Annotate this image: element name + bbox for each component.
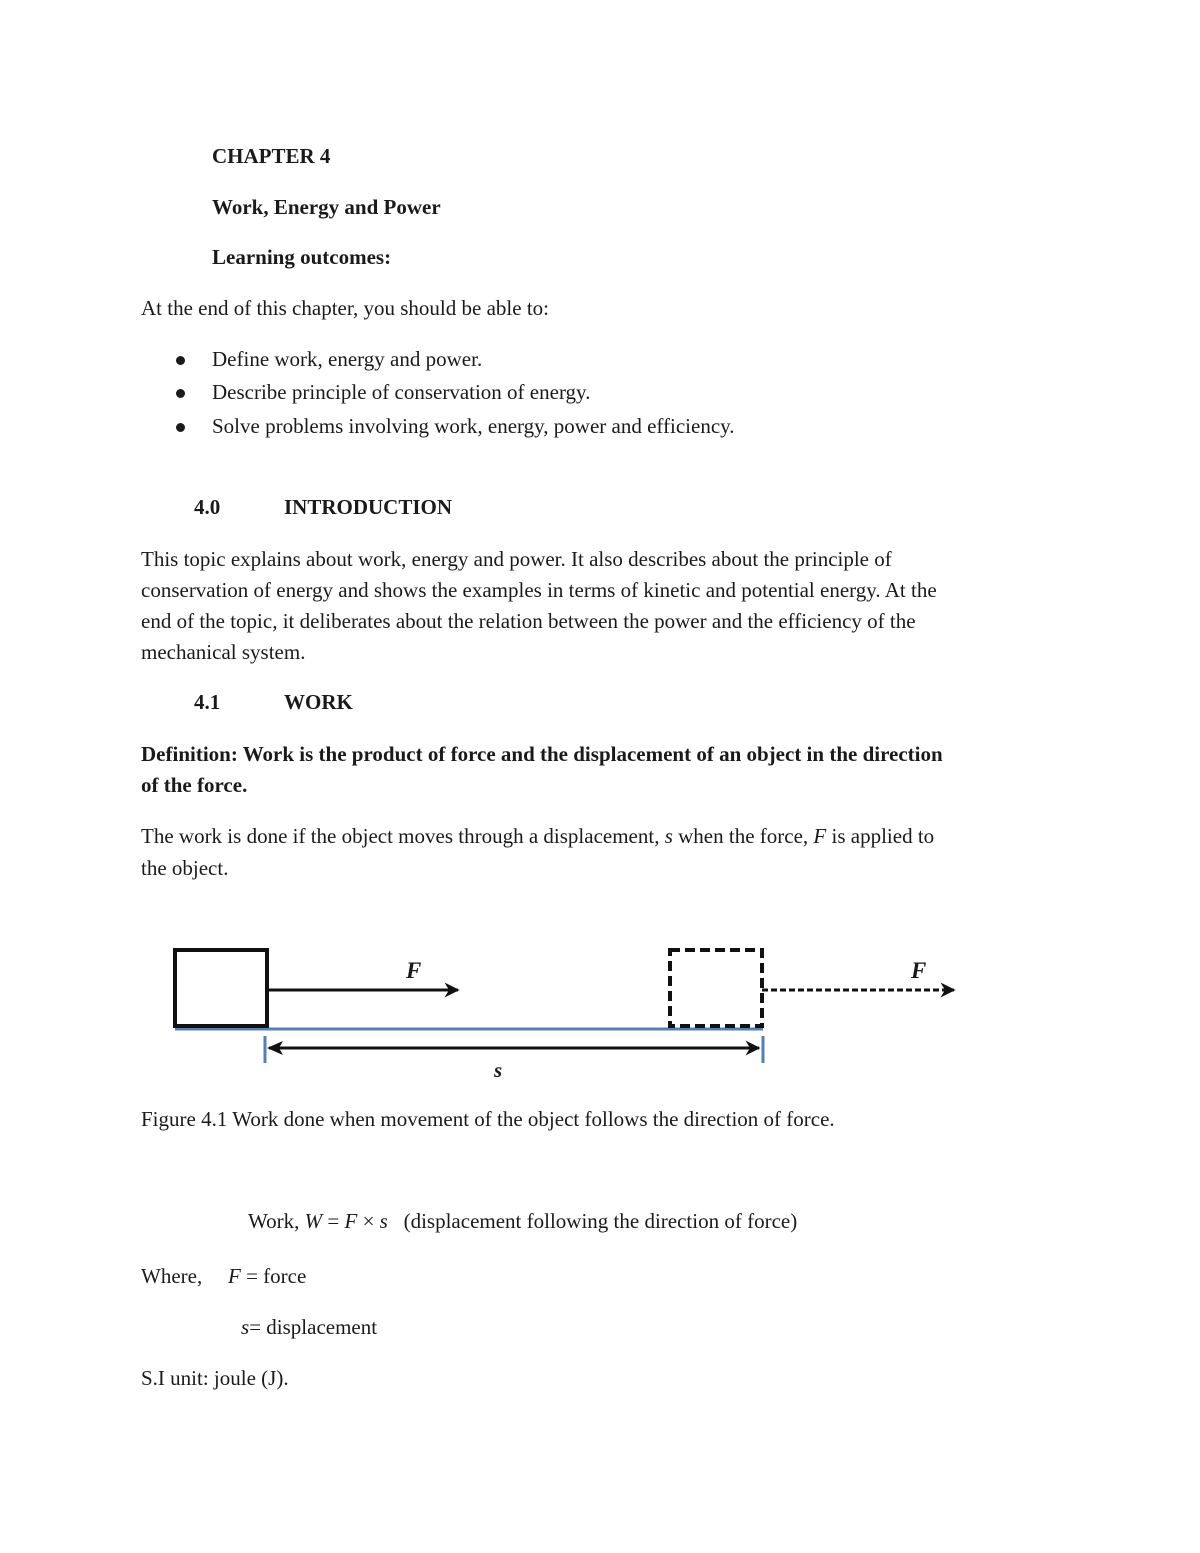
section-title-intro: INTRODUCTION <box>284 495 453 519</box>
definition-line: of the force. <box>141 773 248 797</box>
section-number-work: 4.1 <box>194 690 221 714</box>
work-paragraph <box>141 820 1061 884</box>
si-unit: S.I unit: joule (J). <box>141 1366 289 1390</box>
work-definition <box>141 739 1061 801</box>
text-run: The work is done if the object moves through a displacement, <box>141 824 665 848</box>
list-item: Define work, energy and power. <box>212 347 483 371</box>
list-item: Solve problems involving work, energy, power and efficiency. <box>212 414 735 438</box>
symbol-s: s <box>379 1209 388 1233</box>
intro-line: This topic explains about work, energy and power. It also describes about the principle of <box>141 547 892 571</box>
outcomes-heading: Learning outcomes: <box>212 245 392 269</box>
symbol-s: s <box>241 1315 250 1339</box>
symbol-f: F <box>344 1209 358 1233</box>
where-force <box>228 1264 306 1289</box>
where-displacement <box>241 1315 377 1340</box>
formula-equals: = <box>322 1209 345 1233</box>
chapter-number: CHAPTER 4 <box>212 144 331 168</box>
force-label-2: F <box>911 958 927 983</box>
list-item: Describe principle of conservation of energy. <box>212 380 591 404</box>
symbol-f: F <box>228 1264 241 1288</box>
intro-line: end of the topic, it deliberates about the relation between the power and the efficiency of the <box>141 609 916 633</box>
formula-note: (displacement following the direction of force) <box>387 1209 798 1233</box>
symbol-w: W <box>304 1209 323 1233</box>
initial-block <box>175 950 267 1026</box>
figure-caption: Figure 4.1 Work done when movement of the object follows the direction of force. <box>141 1107 835 1131</box>
work-line-2: the object. <box>141 856 229 880</box>
where-label: Where, <box>141 1264 203 1288</box>
final-block <box>670 950 762 1026</box>
section-number-intro: 4.0 <box>194 495 221 519</box>
symbol-s: s <box>664 824 673 848</box>
section-title-work: WORK <box>284 690 353 714</box>
bullet-icon <box>176 356 185 365</box>
force-definition: = force <box>240 1264 307 1288</box>
displacement-label: s <box>494 1058 503 1082</box>
displacement-definition: = displacement <box>249 1315 378 1339</box>
intro-paragraph <box>141 544 1061 668</box>
formula-prefix: Work, <box>248 1209 305 1233</box>
definition-line: Definition: Work is the product of force and the displacement of an object in the direction <box>141 742 943 766</box>
bullet-icon <box>176 423 185 432</box>
force-label-1: F <box>406 958 422 983</box>
work-formula <box>248 1209 797 1234</box>
bullet-icon <box>176 389 185 398</box>
chapter-title: Work, Energy and Power <box>212 195 441 219</box>
text-run: is applied to <box>826 824 935 848</box>
work-line-1 <box>141 820 1061 852</box>
formula-times: × <box>357 1209 380 1233</box>
outcomes-intro: At the end of this chapter, you should be able to: <box>141 296 549 320</box>
intro-line: mechanical system. <box>141 640 306 664</box>
symbol-f: F <box>813 824 827 848</box>
intro-line: conservation of energy and shows the examples in terms of kinetic and potential energy. At the <box>141 578 937 602</box>
text-run: when the force, <box>672 824 814 848</box>
